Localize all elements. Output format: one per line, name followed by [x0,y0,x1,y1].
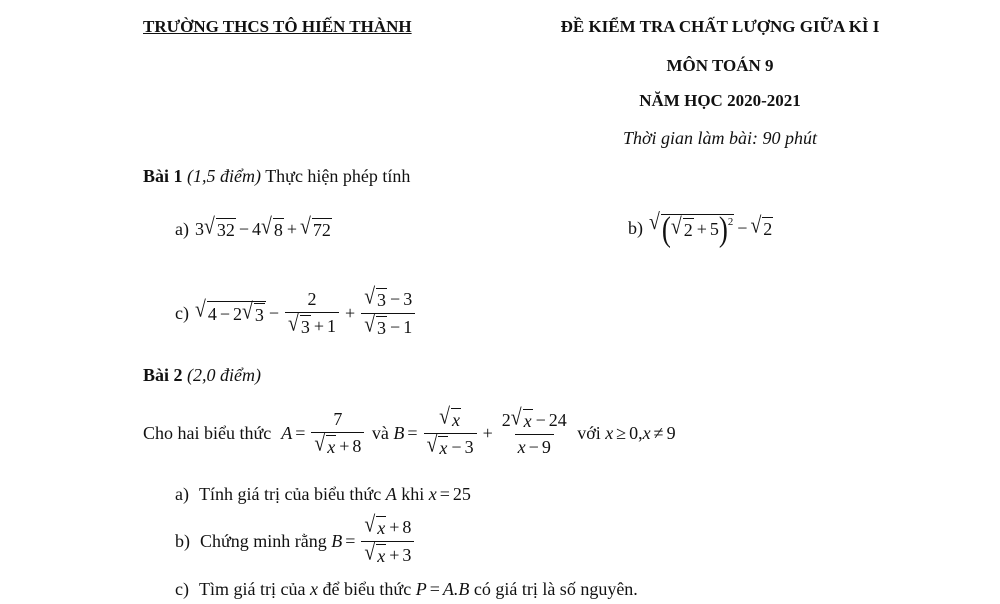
radicand [661,209,734,249]
bai2-given [143,403,676,459]
fraction [424,403,477,459]
radical-sign-icon: √ [364,311,376,338]
math-variable: x [377,546,386,566]
denominator [515,434,554,458]
square-root [670,213,694,241]
math-expression [194,213,332,241]
math-operator: = [295,423,306,443]
math-operator: = [439,484,450,504]
math-operator: ≥ [616,423,627,443]
math-text: với [572,423,606,443]
math-operator: − [737,218,748,238]
math-operator: + [389,545,400,565]
math-variable: x [605,423,614,443]
radical-sign-icon: √ [288,310,299,337]
math-operator: = [407,423,418,443]
math-text: 72 [312,220,331,240]
radical-sign-icon: √ [314,430,326,457]
radical-sign-icon: √ [364,539,376,566]
item-label: b) [175,531,190,551]
item-label: a) [175,219,189,239]
math-operator: + [482,423,493,443]
math-operator: − [451,437,462,457]
math-text: và [367,423,394,443]
bai1-item-c [175,283,418,339]
square-root [510,404,533,432]
square-root [203,213,236,241]
radical-sign-icon: √ [242,298,253,325]
radical-sign-icon: √ [439,403,450,430]
square-root [242,298,265,326]
math-operator: ≠ [653,423,664,443]
math-text: 2 [763,219,773,239]
math-operator: + [286,219,298,239]
radicand [376,516,386,539]
square-root [439,403,461,431]
math-text: khi [396,484,429,504]
math-text: 3 [300,317,310,337]
radicand [376,288,387,311]
bai2-item-b [175,511,417,567]
math-expression [281,403,676,459]
fraction [311,409,364,458]
numerator [305,289,320,312]
math-operator: − [535,410,546,430]
math-text: để biểu thức [317,579,416,599]
math-text: 1 [327,316,337,336]
denominator [285,312,339,338]
radicand [326,435,336,458]
math-text: 3 [377,318,387,338]
item-text: Tìm giá trị của [198,579,306,599]
math-text: 7 [333,409,343,429]
math-variable: x [377,518,386,538]
math-operator: + [345,303,356,323]
math-variable: B [331,531,343,551]
denominator [361,541,414,567]
math-variable: x [523,411,532,431]
radical-sign-icon: √ [194,296,206,323]
square-root [194,296,266,326]
subject: MÔN TOÁN 9 [666,56,774,75]
fraction [499,404,570,458]
radicand [207,298,266,326]
square-root [364,539,386,567]
radical-sign-icon: √ [364,511,376,538]
math-text: 25 [452,484,471,504]
duration: Thời gian làm bài: 90 phút [622,128,818,148]
math-variable: A [281,423,293,443]
radical-sign-icon: √ [510,404,522,431]
radical-sign-icon: √ [364,283,376,310]
radicand [216,218,236,241]
square-root [314,430,336,458]
math-text: 1 [403,317,413,337]
math-text: có giá trị là số nguyên. [469,579,638,599]
math-variable: B [393,423,405,443]
math-operator: + [339,436,350,456]
math-text: 4 [252,219,261,239]
bai2-item-c [175,579,638,600]
math-operator: + [313,316,325,336]
radical-sign-icon: √ [670,213,682,240]
square-root [426,431,449,459]
math-text: 24 [548,410,567,430]
radicand [683,218,694,241]
math-operator: − [219,304,230,324]
math-text: 3 [194,219,204,239]
radicand [376,544,386,567]
bai1-points: (1,5 điểm) [187,166,261,186]
square-root [288,310,311,338]
square-root [364,311,387,339]
bai1-heading [143,166,410,187]
numerator [436,403,464,433]
math-text: 2 [233,304,242,324]
given-prefix: Cho hai biểu thức [143,423,272,443]
denominator [311,432,364,458]
math-parenthesis: ) [718,209,728,249]
math-variable: x [327,437,336,457]
fraction [285,289,339,338]
numerator [499,404,570,434]
bai1-instruction: Thực hiện phép tính [265,166,411,186]
math-text: 2 [683,220,693,240]
math-text: 5 [709,219,719,239]
math-variable: A [385,484,397,504]
radical-sign-icon: √ [300,213,311,240]
radicand [376,316,387,339]
numerator [361,511,414,541]
square-root [300,213,332,241]
numerator [361,283,415,313]
radical-sign-icon: √ [750,212,762,239]
radicand [438,436,448,459]
math-parenthesis: ( [661,209,671,249]
math-text: 3 [254,305,264,325]
item-label: c) [175,303,189,323]
radical-sign-icon: √ [426,431,438,458]
math-text: 3 [402,545,412,565]
math-variable: x [439,438,448,458]
fraction [361,283,415,339]
math-text: 3 [377,290,387,310]
school-name: TRƯỜNG THCS TÔ HIẾN THÀNH [143,17,412,36]
math-expression [327,511,418,567]
radicand [312,218,332,241]
radical-sign-icon: √ [649,209,660,235]
math-operator: − [238,219,249,239]
math-exponent: 2 [727,216,734,228]
math-text: 2 [307,289,317,309]
radicand [451,408,461,431]
bai2-heading [143,365,261,386]
radical-sign-icon: √ [261,213,272,240]
math-variable: x [452,410,460,430]
item-label: b) [628,218,643,238]
item-label: c) [175,579,189,599]
square-root [364,283,387,311]
math-text: 32 [216,220,235,240]
radicand [523,409,533,432]
square-root [649,209,734,249]
numerator [330,409,345,432]
bai2-points: (2,0 điểm) [187,365,261,385]
math-variable: x [309,579,318,599]
fraction [361,511,414,567]
math-variable: x [642,423,651,443]
item-text: Tính giá trị của biểu thức [198,484,382,504]
bai2-item-a [175,484,471,505]
math-text: 9 [541,437,551,457]
math-text: 4 [207,304,217,324]
math-text: 0, [629,423,643,443]
math-operator: + [696,219,707,239]
math-text: 3 [464,437,474,457]
math-text: 8 [273,220,283,240]
math-text: 8 [352,436,362,456]
item-label: a) [175,484,189,504]
math-operator: − [390,289,401,309]
denominator [361,313,415,339]
math-variable: P [415,579,427,599]
radicand [762,217,773,240]
radical-sign-icon: √ [203,213,215,240]
denominator [424,433,477,459]
math-expression [305,579,637,600]
radicand [254,303,265,326]
radicand [300,315,311,338]
square-root [750,212,773,240]
radicand [273,218,284,241]
math-expression [649,209,773,249]
bai1-item-a [175,213,332,241]
math-text: 2 [501,410,511,430]
square-root [261,213,284,241]
bai1-label: Bài 1 [143,166,183,186]
item-text: Chứng minh rằng [200,531,327,551]
math-operator: = [429,579,440,599]
exam-title: ĐỀ KIỂM TRA CHẤT LƯỢNG GIỮA KÌ I [560,17,880,36]
math-expression [194,283,418,339]
math-operator: − [268,303,280,323]
square-root [364,511,386,539]
bai2-label: Bài 2 [143,365,183,385]
math-variable: A.B [442,579,470,599]
math-text: 8 [402,517,412,537]
math-variable: x [428,484,437,504]
math-operator: − [390,317,401,337]
math-variable: x [517,437,526,457]
math-operator: − [528,437,539,457]
bai1-item-b [628,209,773,249]
math-operator: + [389,517,400,537]
school-year: NĂM HỌC 2020-2021 [639,91,801,110]
math-expression [381,484,471,505]
math-text: 9 [666,423,676,443]
math-operator: = [345,531,356,551]
math-text: 3 [403,289,413,309]
